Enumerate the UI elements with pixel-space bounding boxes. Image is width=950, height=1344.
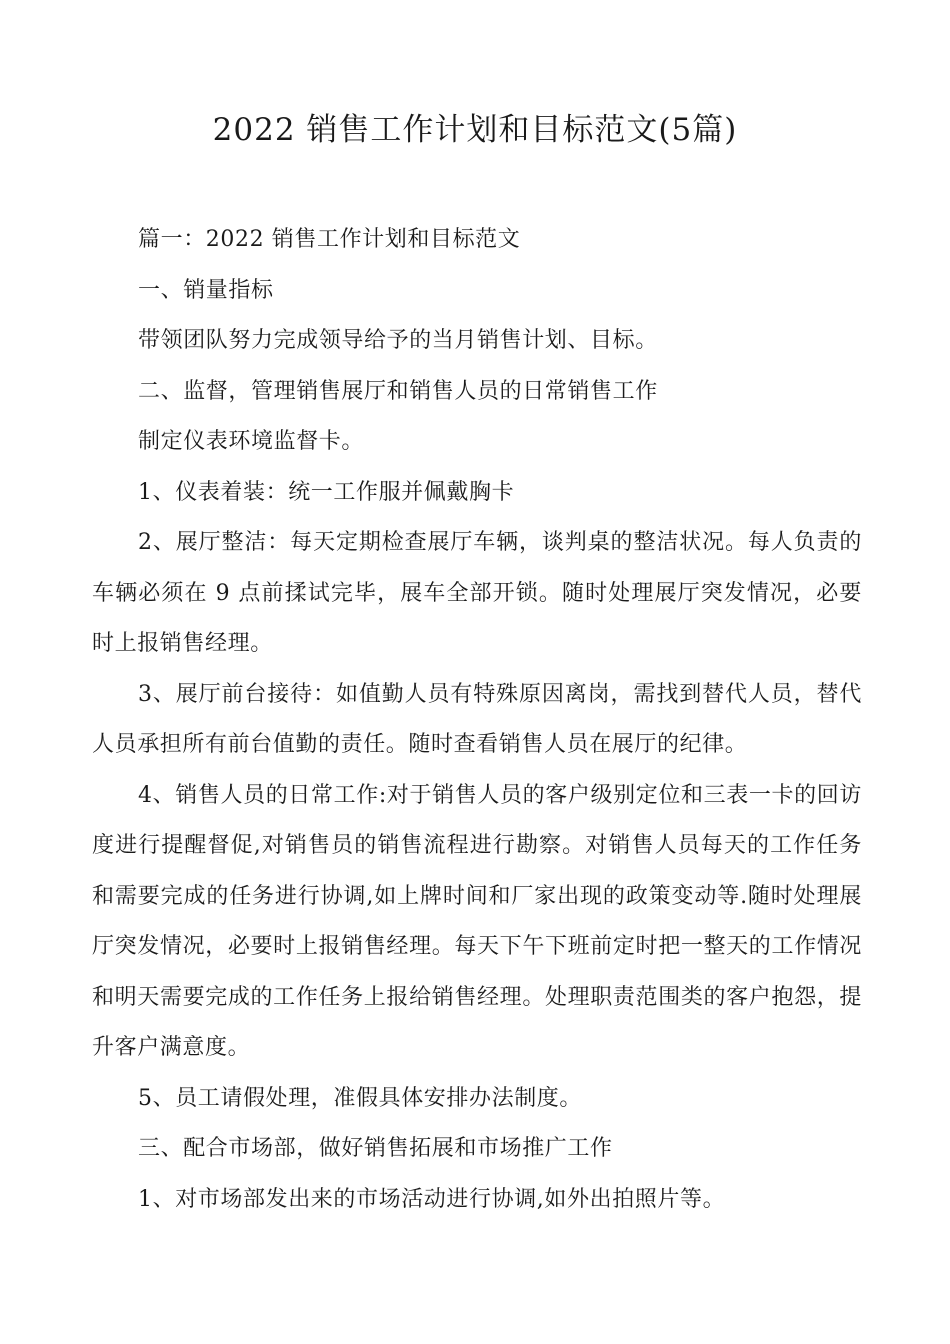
paragraph: 1、仪表着装：统一工作服并佩戴胸卡 <box>138 479 515 505</box>
section-heading: 篇一：2022 销售工作计划和目标范文 <box>138 227 521 252</box>
paragraph: 4、销售人员的日常工作:对于销售人员的客户级别定位和三表一卡的回访度进行提醒督促,对销售员的销售流程进行勘察。对销售人员每天的工作任务和需要完成的任务进行协调,如上牌时间和厂家出现的政策变动等.随时处理展厅突发情况，必要时上报销售经理。每天下午下班前定时把一整天的工作情况和明天需要完成的工作任务上报给销售经理。处理职责范围类的客户抱怨，提升客户满意度。 <box>92 782 862 1060</box>
document-title: 2022 销售工作计划和目标范文(5篇) <box>212 112 738 148</box>
paragraph: 5、员工请假处理，准假具体安排办法制度。 <box>138 1085 582 1111</box>
paragraph: 2、展厅整洁：每天定期检查展厅车辆，谈判桌的整洁状况。每人负责的车辆必须在 9 点前揉试完毕，展车全部开锁。随时处理展厅突发情况，必要时上报销售经理。 <box>92 530 862 656</box>
paragraph: 3、展厅前台接待：如值勤人员有特殊原因离岗，需找到替代人员，替代人员承担所有前台值勤的责任。随时查看销售人员在展厅的纪律。 <box>92 681 862 757</box>
paragraph: 带领团队努力完成领导给予的当月销售计划、目标。 <box>138 328 658 353</box>
paragraph: 二、监督，管理销售展厅和销售人员的日常销售工作 <box>138 378 658 404</box>
paragraph: 三、配合市场部，做好销售拓展和市场推广工作 <box>138 1136 613 1161</box>
paragraph: 1、对市场部发出来的市场活动进行协调,如外出拍照片等。 <box>138 1186 726 1212</box>
paragraph: 制定仪表环境监督卡。 <box>138 429 365 454</box>
paragraph: 一、销量指标 <box>138 277 274 303</box>
document-body <box>92 215 862 1225</box>
